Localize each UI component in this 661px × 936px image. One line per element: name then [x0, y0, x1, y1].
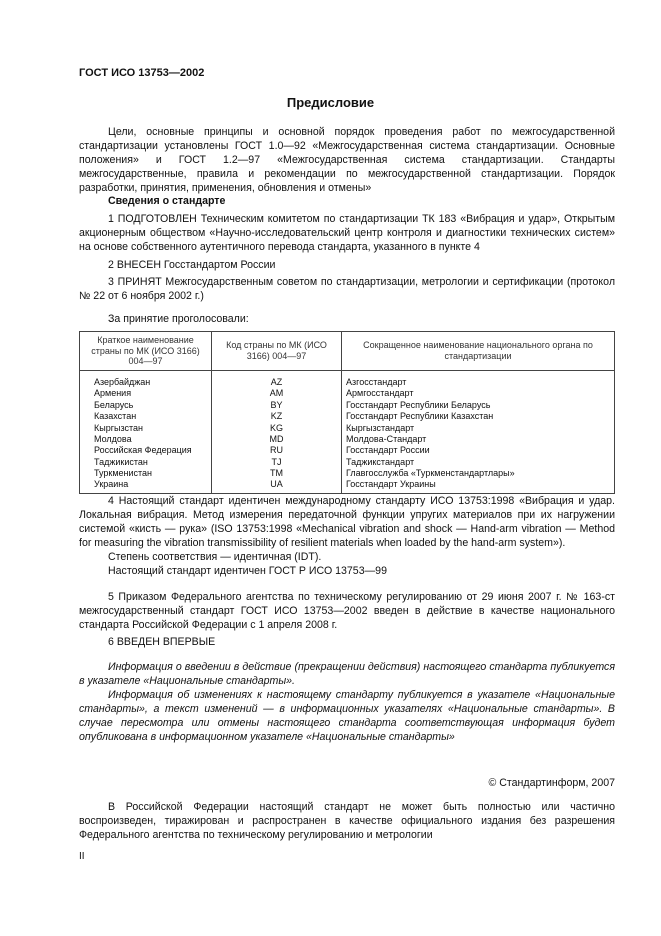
- code-cell: BY: [212, 399, 342, 410]
- item-2-paragraph: 2 ВНЕСЕН Госстандартом России: [108, 259, 276, 271]
- notice-paragraph-1: Информация о введении в действие (прекращении действия) настоящего стандарта публикуется в указателе «Национальные стандарты».: [79, 661, 615, 687]
- vote-label: За принятие проголосовали:: [108, 313, 249, 325]
- table-row: [80, 445, 615, 456]
- country-cell: Российская Федерация: [80, 445, 212, 456]
- item-6-block: [79, 635, 615, 649]
- country-cell: Армения: [80, 388, 212, 399]
- code-cell: AM: [212, 388, 342, 399]
- table-header-row: [80, 332, 615, 371]
- section-heading-block: [79, 194, 615, 208]
- code-cell: MD: [212, 433, 342, 444]
- item-4-paragraph: 4 Настоящий стандарт идентичен международному стандарту ИСО 13753:1998 «Вибрация и удар. Локальная вибрация. Метод измерения передаточной функции упругих материалов при их нагружении системой «кисть — рука» (ISO 13753:1998 «Mechanical vibration and shock — Hand-arm vibration — Method for measuring the vibration transmissibility of resilient materials when loaded by the hand-arm system»).: [79, 495, 615, 549]
- body-cell: Госстандарт Украины: [342, 479, 615, 494]
- copyright-line: © Стандартинформ, 2007: [488, 777, 615, 789]
- table-row: [80, 433, 615, 444]
- item-4-block: [79, 494, 615, 578]
- column-header-body: Сокращенное наименование национального органа по стандартизации: [342, 332, 615, 371]
- code-cell: AZ: [212, 370, 342, 388]
- body-cell: Азгосстандарт: [342, 370, 615, 388]
- item-5-paragraph: 5 Приказом Федерального агентства по техническому регулированию от 29 июня 2007 г. № 163-ст межгосударственный стандарт ГОСТ ИСО 13753—2002 введен в действие в качестве национального стандарта Российской Федерации с 1 апреля 2008 г.: [79, 591, 615, 631]
- copyright-block: [79, 776, 615, 790]
- country-cell: Украина: [80, 479, 212, 494]
- country-cell: Беларусь: [80, 399, 212, 410]
- table-row: [80, 422, 615, 433]
- table-row: [80, 370, 615, 388]
- legal-block: [79, 800, 615, 842]
- table-row: [80, 411, 615, 422]
- code-cell: TJ: [212, 456, 342, 467]
- country-cell: Азербайджан: [80, 370, 212, 388]
- code-cell: KG: [212, 422, 342, 433]
- notice-paragraph-2: Информация об изменениях к настоящему стандарту публикуется в указателе «Национальные стандарты», а текст изменений — в информационных указателях «Национальные стандарты». В случае пересмотра или отмены настоящего стандарта соответствующая информация будет опубликована в информационном указателе «Национальные стандарты»: [79, 689, 615, 743]
- item-4-conformity: Степень соответствия — идентичная (IDT).: [108, 551, 322, 563]
- table-row: [80, 399, 615, 410]
- country-cell: Таджикистан: [80, 456, 212, 467]
- table-row: [80, 388, 615, 399]
- item-3-block: [79, 275, 615, 303]
- page-number: II: [79, 851, 85, 862]
- body-cell: Госстандарт Республики Казахстан: [342, 411, 615, 422]
- country-cell: Туркменистан: [80, 468, 212, 479]
- table-row: [80, 479, 615, 494]
- body-cell: Кыргызстандарт: [342, 422, 615, 433]
- intro-paragraph: Цели, основные принципы и основной порядок проведения работ по межгосударственной стандартизации установлены ГОСТ 1.0—92 «Межгосударственная система стандартизации. Основные положения» и ГОСТ 1.2—97 «Межгосударственная система стандартизации. Стандарты межгосударственные, правила и рекомендации по межгосударственной стандартизации. Порядок разработки, принятия, применения, обновления и отмены»: [79, 126, 615, 194]
- page-title: Предисловие: [286, 95, 375, 110]
- intro-block: [79, 125, 615, 195]
- code-cell: TM: [212, 468, 342, 479]
- standard-id-header: ГОСТ ИСО 13753—2002: [79, 67, 205, 79]
- column-header-country: Краткое наименование страны по МК (ИСО 3166) 004—97: [80, 332, 212, 371]
- item-4-identical: Настоящий стандарт идентичен ГОСТ Р ИСО 13753—99: [108, 565, 387, 577]
- member-states-table: [79, 331, 615, 494]
- vote-label-block: [79, 312, 615, 326]
- item-5-block: [79, 590, 615, 632]
- code-cell: UA: [212, 479, 342, 494]
- body-cell: Госстандарт России: [342, 445, 615, 456]
- column-header-code: Код страны по МК (ИСО 3166) 004—97: [212, 332, 342, 371]
- item-1-paragraph: 1 ПОДГОТОВЛЕН Техническим комитетом по стандартизации ТК 183 «Вибрация и удар», Открытым акционерным обществом «Научно-исследовательский центр контроля и диагностики технических систем» на основе собственного аутентичного перевода стандарта, указанного в пункте 4: [79, 213, 615, 253]
- body-cell: Таджикстандарт: [342, 456, 615, 467]
- body-cell: Госстандарт Республики Беларусь: [342, 399, 615, 410]
- section-heading: Сведения о стандарте: [108, 195, 226, 207]
- body-cell: Главгосслужба «Туркменстандартлары»: [342, 468, 615, 479]
- table-row: [80, 456, 615, 467]
- item-3-paragraph: 3 ПРИНЯТ Межгосударственным советом по стандартизации, метрологии и сертификации (протокол № 22 от 6 ноября 2002 г.): [79, 276, 615, 302]
- body-cell: Армгосстандарт: [342, 388, 615, 399]
- item-6-paragraph: 6 ВВЕДЕН ВПЕРВЫЕ: [108, 636, 216, 648]
- country-cell: Молдова: [80, 433, 212, 444]
- code-cell: RU: [212, 445, 342, 456]
- notice-block: [79, 660, 615, 744]
- legal-paragraph: В Российской Федерации настоящий стандарт не может быть полностью или частично воспроизведен, тиражирован и распространен в качестве официального издания без разрешения Федерального агентства по техническому регулированию и метрологии: [79, 801, 615, 841]
- country-cell: Казахстан: [80, 411, 212, 422]
- item-2-block: [79, 258, 615, 272]
- table-row: [80, 468, 615, 479]
- code-cell: KZ: [212, 411, 342, 422]
- body-cell: Молдова-Стандарт: [342, 433, 615, 444]
- country-cell: Кыргызстан: [80, 422, 212, 433]
- item-1-block: [79, 212, 615, 254]
